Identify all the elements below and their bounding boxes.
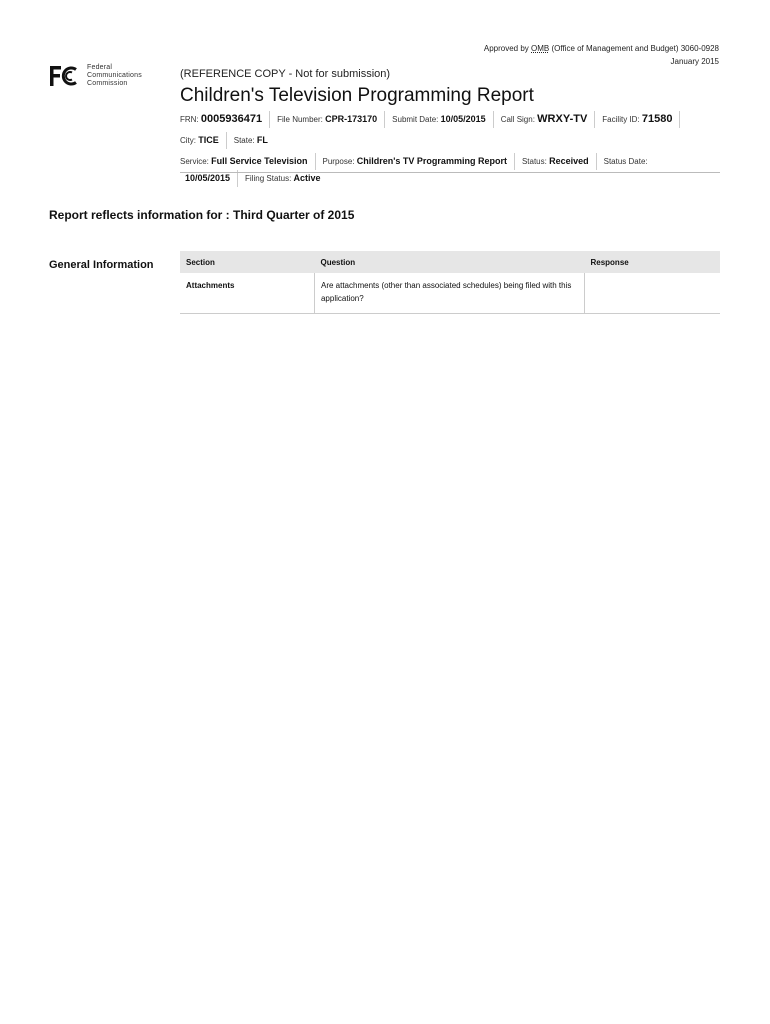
table-row	[180, 273, 720, 314]
status-date-value: 10/05/2015	[185, 173, 231, 183]
call-sign-label: Call Sign:	[500, 115, 535, 124]
wordmark-line-2: Communications	[87, 72, 142, 79]
service-label: Service:	[180, 157, 209, 166]
purpose-value: Children's TV Programming Report	[356, 156, 507, 166]
frn-value: 0005936471	[200, 113, 263, 125]
state-field	[227, 132, 275, 149]
omb-approved-prefix: Approved by	[483, 44, 532, 53]
call-sign-value: WRXY-TV	[537, 113, 588, 125]
general-information-table-wrap	[180, 251, 720, 314]
omb-approved-suffix: (Office of Management and Budget) 3060-0928	[549, 44, 719, 53]
status-date-label: Status Date:	[603, 156, 648, 166]
wordmark-line-3: Commission	[87, 80, 128, 87]
column-header-question: Question	[314, 251, 584, 273]
service-value: Full Service Television	[211, 156, 308, 166]
submit-date-value: 10/05/2015	[440, 114, 486, 124]
city-field	[180, 132, 227, 149]
fcc-wordmark	[87, 64, 142, 88]
column-header-section: Section	[180, 251, 314, 273]
status-value: Received	[549, 156, 589, 166]
city-value: TICE	[198, 135, 219, 145]
fcc-seal-icon	[49, 64, 81, 88]
meta-row-2	[180, 132, 720, 149]
status-label: Status:	[521, 157, 547, 166]
report-period-heading: Report reflects information for : Third Quarter of 2015	[49, 208, 355, 222]
omb-approval	[484, 42, 719, 68]
meta-row-1	[180, 111, 720, 128]
facility-id-value: 71580	[641, 113, 673, 125]
wordmark-line-1: Federal	[87, 64, 113, 71]
city-label: City:	[180, 136, 196, 145]
reference-copy-note: (REFERENCE COPY - Not for submission)	[180, 68, 391, 80]
facility-id-field	[595, 111, 680, 128]
cell-section: Attachments	[180, 273, 314, 314]
status-field	[515, 153, 597, 170]
purpose-label: Purpose:	[322, 157, 355, 166]
header-divider	[180, 172, 720, 173]
state-label: State:	[233, 136, 255, 145]
facility-id-label: Facility ID:	[602, 115, 640, 124]
service-field	[180, 153, 316, 170]
omb-abbreviation: OMB	[531, 44, 550, 53]
meta-row-3	[180, 153, 720, 170]
general-information-table	[180, 251, 720, 314]
frn-label: FRN:	[180, 115, 199, 124]
call-sign-field	[494, 111, 596, 128]
page-title: Children's Television Programming Report	[180, 85, 534, 106]
table-header-row	[180, 251, 720, 273]
omb-approval-line	[484, 42, 719, 55]
column-header-response: Response	[584, 251, 720, 273]
purpose-field	[316, 153, 515, 170]
filing-status-label: Filing Status:	[245, 174, 292, 183]
general-information-heading: General Information	[49, 259, 154, 271]
cell-question: Are attachments (other than associated schedules) being filed with this application?	[314, 273, 584, 314]
file-number-value: CPR-173170	[325, 114, 378, 124]
fcc-logo	[49, 64, 142, 88]
status-date-field	[597, 154, 655, 170]
omb-date: January 2015	[670, 57, 719, 66]
frn-field	[180, 111, 270, 128]
cell-response	[584, 273, 720, 314]
filing-status-value: Active	[293, 173, 321, 183]
submit-date-label: Submit Date:	[392, 115, 439, 124]
file-number-label: File Number:	[277, 115, 323, 124]
report-header	[180, 67, 720, 187]
submit-date-field	[385, 111, 494, 128]
state-value: FL	[256, 135, 268, 145]
file-number-field	[270, 111, 385, 128]
